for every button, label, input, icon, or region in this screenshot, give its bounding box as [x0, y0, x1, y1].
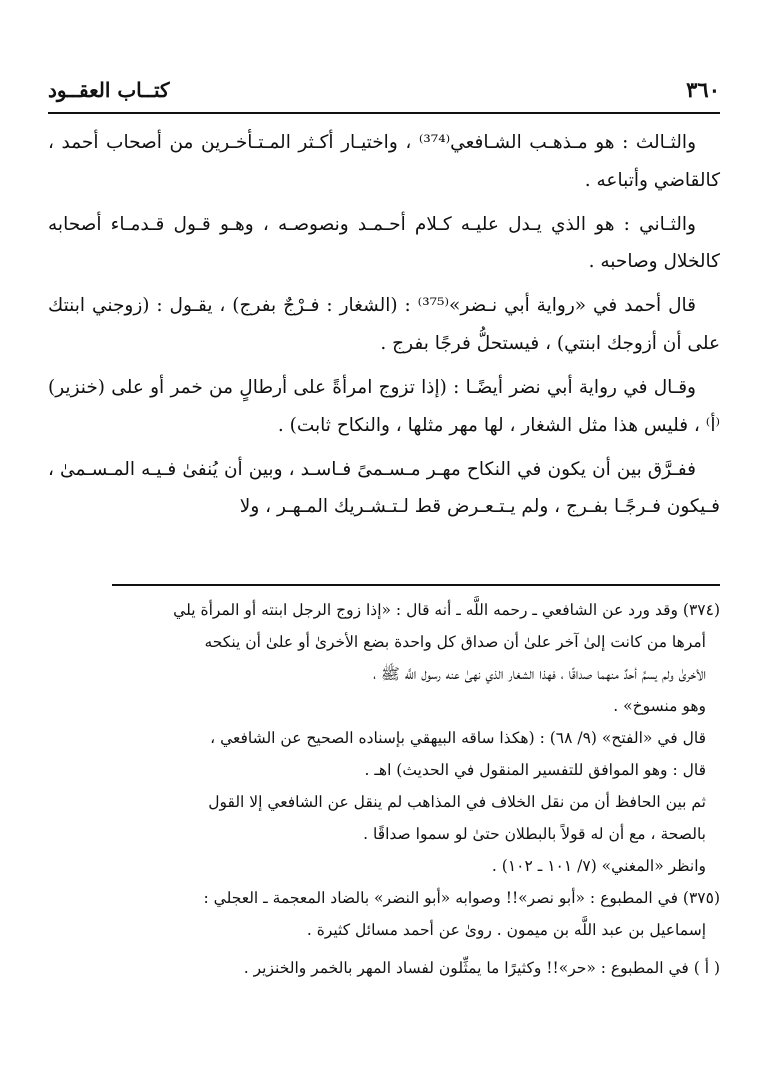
page-number: ٣٦٠	[686, 77, 720, 102]
footnote-374-line: الأخرىٰ ولم يسمِّ أحدٌ منهما صداقًا ، فهذا الشغار الذي نهىٰ عنه رسول اللَّه ﷺ ،	[373, 665, 706, 683]
footnote-374-line: وهو منسوخ» .	[613, 697, 706, 715]
header-rule	[48, 112, 720, 114]
paragraph: والثـالث : هو مـذهـب الشـافعي⁽³⁷⁴⁾ ، واختيـار أكـثر المـتـأخـرين من أصحاب أحمد ، كالقاضي وأتباعه .	[48, 132, 720, 191]
footnote-374-line: وانظر «المغني» (٧/ ١٠١ ـ ١٠٢) .	[491, 857, 706, 875]
footnote-alef-line: ( أ ) في المطبوع : «حر»!! وكثيرًا ما يمثِّلون لفساد المهر بالخمر والخنزير .	[243, 959, 720, 977]
footnotes	[50, 594, 720, 984]
footnote-375-line: إسماعيل بن عبد اللَّه بن ميمون . روىٰ عن أحمد مسائل كثيرة .	[306, 921, 706, 939]
footnote-374-line: أمرها من كانت إلىٰ آخر علىٰ أن صداق كل واحدة بضع الأخرىٰ أو علىٰ أن ينكحه	[204, 633, 706, 651]
footnote-374-line: قال في «الفتح» (٩/ ٦٨) : (هكذا ساقه البيهقي بإسناده الصحيح عن الشافعي ،	[210, 729, 706, 747]
paragraph: ففـرَّق بين أن يكون في النكاح مهـر مـسـمىً فـاسـد ، وبين أن يُنفىٰ فـيـه المـسـمىٰ ، فـيكون فـرجًـا بفـرج ، ولم يـتـعـرض قط لـتـشـريك المـهـر ، ولا	[48, 458, 720, 518]
running-title: كتــاب العقــود	[48, 78, 170, 102]
footnote-374-line: ثم بين الحافظ أن من نقل الخلاف في المذاهب لم ينقل عن الشافعي إلا القول	[208, 793, 706, 811]
footnote-375-line: (٣٧٥) في المطبوع : «أبو نصر»!! وصوابه «أبو النضر» بالضاد المعجمة ـ العجلي :	[203, 889, 720, 907]
main-text	[48, 124, 720, 526]
paragraph: قال أحمد في «رواية أبي نـضر»⁽³⁷⁵⁾ : (الشغار : فـرْجٌ بفرج) ، يقـول : (زوجني ابنتك على أن أزوجك ابنتي) ، فيستحلُّ فرجًا بفرج .	[48, 295, 720, 354]
page-header	[48, 74, 720, 108]
footnote-374-line: (٣٧٤) وقد ورد عن الشافعي ـ رحمه اللَّه ـ أنه قال : «إذا زوج الرجل ابنته أو المرأة يلي	[173, 601, 720, 619]
paragraph: وقـال في رواية أبي نضر أيضًـا : (إذا تزوج امرأةً على أرطالٍ من خمر أو على (خنزير)⁽أ⁾ ، فليس هذا مثل الشغار ، لها مهر مثلها ، والنكاح ثابت) .	[48, 377, 720, 436]
paragraph: والثـاني : هو الذي يـدل عليـه كـلام أحـمـد ونصوصـه ، وهـو قـول قـدمـاء أصحابه كالخلال وصاحبه .	[48, 213, 720, 273]
footnote-separator	[112, 584, 720, 586]
footnote-374-line: قال : وهو الموافق للتفسير المنقول في الحديث) اهـ .	[364, 761, 706, 779]
footnote-374-line: بالصحة ، مع أن له قولاً بالبطلان حتىٰ لو سموا صداقًا .	[363, 825, 706, 843]
